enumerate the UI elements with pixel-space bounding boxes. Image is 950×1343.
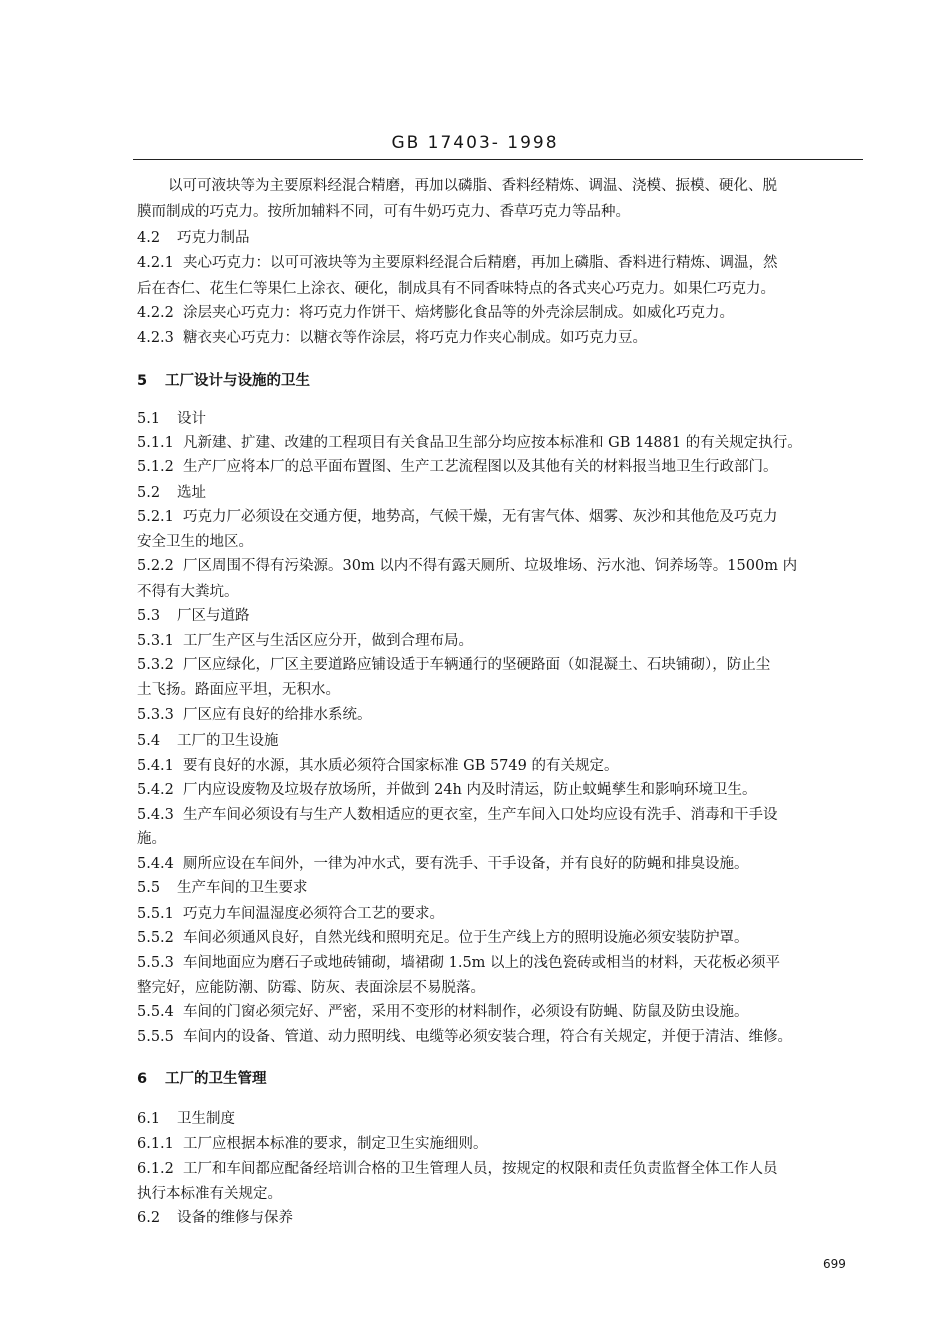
clause-line: 4.2.2 涂层夹心巧克力：将巧克力作饼干、焙烤膨化食品等的外壳涂层制成。如威化巧克力。 (137, 305, 734, 321)
clause-line: 5.1.1 凡新建、扩建、改建的工程项目有关食品卫生部分均应按本标准和 GB 14881 的有关规定执行。 (137, 435, 802, 451)
clause-line: 5.5.3 车间地面应为磨石子或地砖铺砌，墙裙砌 1.5m 以上的浅色瓷砖或相当的材料，天花板必须平 (137, 955, 781, 971)
paragraph-line: 膜而制成的巧克力。按所加辅料不同，可有牛奶巧克力、香草巧克力等品种。 (137, 204, 630, 220)
clause-line: 5.5.1 巧克力车间温湿度必须符合工艺的要求。 (137, 906, 444, 922)
section-title: 5.4 工厂的卫生设施 (137, 733, 279, 749)
page-number: 699 (823, 1257, 846, 1271)
clause-line: 5.4.2 厂内应设废物及垃圾存放场所，并做到 24h 内及时清运，防止蚊蝇孳生和影响环境卫生。 (137, 782, 757, 798)
chapter-heading: 6 工厂的卫生管理 (137, 1071, 267, 1087)
paragraph-line: 施。 (137, 831, 166, 847)
clause-line: 5.5.2 车间必须通风良好，自然光线和照明充足。位于生产线上方的照明设施必须安装防护罩。 (137, 930, 749, 946)
section-title: 6.1 卫生制度 (137, 1111, 235, 1127)
clause-line: 6.1.1 工厂应根据本标准的要求，制定卫生实施细则。 (137, 1136, 488, 1152)
clause-line: 5.5.4 车间的门窗必须完好、严密，采用不变形的材料制作，必须设有防蝇、防鼠及防虫设施。 (137, 1004, 749, 1020)
clause-line: 5.4.1 要有良好的水源，其水质必须符合国家标准 GB 5749 的有关规定。 (137, 758, 619, 774)
paragraph-line: 土飞扬。路面应平坦，无积水。 (137, 682, 340, 698)
clause-line: 4.2.1 夹心巧克力：以可可液块等为主要原料经混合后精磨，再加上磷脂、香料进行精炼、调温，然 (137, 255, 778, 271)
clause-line: 5.5.5 车间内的设备、管道、动力照明线、电缆等必须安装合理，符合有关规定，并便于清洁、维修。 (137, 1029, 792, 1045)
header-rule (133, 159, 863, 160)
section-title: 5.2 选址 (137, 485, 206, 501)
section-title: 4.2 巧克力制品 (137, 230, 250, 246)
clause-line: 5.3.1 工厂生产区与生活区应分开，做到合理布局。 (137, 633, 473, 649)
clause-line: 5.2.1 巧克力厂必须设在交通方便，地势高，气候干燥，无有害气体、烟雾、灰沙和其他危及巧克力 (137, 509, 778, 525)
clause-line: 5.4.4 厕所应设在车间外，一律为冲水式，要有洗手、干手设备，并有良好的防蝇和排臭设施。 (137, 856, 749, 872)
clause-line: 4.2.3 糖衣夹心巧克力：以糖衣等作涂层，将巧克力作夹心制成。如巧克力豆。 (137, 330, 647, 346)
section-title: 5.1 设计 (137, 411, 206, 427)
paragraph-line: 执行本标准有关规定。 (137, 1186, 282, 1202)
section-title: 5.5 生产车间的卫生要求 (137, 880, 308, 896)
clause-line: 5.3.2 厂区应绿化，厂区主要道路应铺设适于车辆通行的坚硬路面（如混凝土、石块铺砌），防止尘 (137, 657, 771, 673)
paragraph-line: 不得有大粪坑。 (137, 584, 239, 600)
clause-line: 5.1.2 生产厂应将本厂的总平面布置图、生产工艺流程图以及其他有关的材料报当地卫生行政部门。 (137, 459, 778, 475)
document-header: GB 17403- 1998 (391, 133, 559, 153)
paragraph-line: 后在杏仁、花生仁等果仁上涂衣、硬化，制成具有不同香味特点的各式夹心巧克力。如果仁巧克力。 (137, 281, 775, 297)
clause-line: 6.1.2 工厂和车间都应配备经培训合格的卫生管理人员，按规定的权限和责任负责监督全体工作人员 (137, 1161, 778, 1177)
section-title: 6.2 设备的维修与保养 (137, 1210, 293, 1226)
paragraph-line: 安全卫生的地区。 (137, 534, 253, 550)
paragraph-line: 整完好，应能防潮、防霉、防灰、表面涂层不易脱落。 (137, 980, 485, 996)
paragraph-line: 以可可液块等为主要原料经混合精磨，再加以磷脂、香料经精炼、调温、浇模、振模、硬化、脱 (168, 178, 777, 194)
clause-line: 5.2.2 厂区周围不得有污染源。30m 以内不得有露天厕所、垃圾堆场、污水池、饲养场等。1500m 内 (137, 558, 798, 574)
clause-line: 5.3.3 厂区应有良好的给排水系统。 (137, 707, 372, 723)
section-title: 5.3 厂区与道路 (137, 608, 250, 624)
clause-line: 5.4.3 生产车间必须设有与生产人数相适应的更衣室，生产车间入口处均应设有洗手、消毒和干手设 (137, 807, 778, 823)
chapter-heading: 5 工厂设计与设施的卫生 (137, 373, 310, 389)
